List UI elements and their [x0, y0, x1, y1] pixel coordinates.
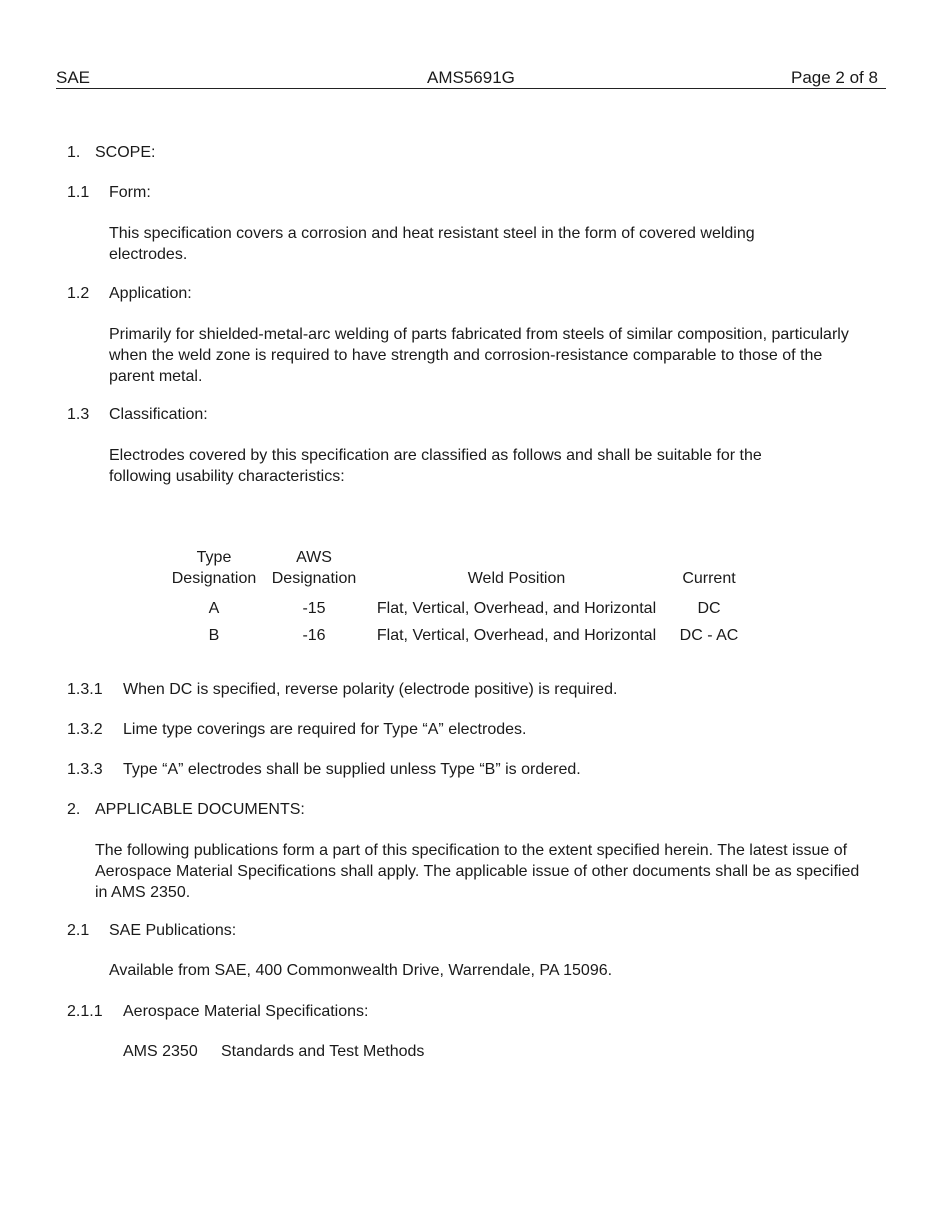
- classification-table: [164, 547, 749, 649]
- header-center: AMS5691G: [427, 68, 515, 87]
- col-header-aws-line1: AWS: [296, 549, 332, 566]
- section-2-title: APPLICABLE DOCUMENTS:: [95, 801, 305, 818]
- section-1-2-number: 1.2: [67, 285, 90, 302]
- section-1-3-1-number: 1.3.1: [67, 681, 103, 698]
- section-2-1-title: SAE Publications:: [109, 922, 237, 939]
- header-right: Page 2 of 8: [791, 68, 878, 87]
- section-1-1-body: This specification covers a corrosion and heat resistant steel in the form of covered welding electrodes.: [109, 225, 755, 263]
- section-1-1-title: Form:: [109, 184, 151, 201]
- col-header-aws: [264, 547, 364, 595]
- table-row: [164, 595, 749, 622]
- header-rule: [56, 88, 886, 89]
- section-1-3-1-text: When DC is specified, reverse polarity (electrode positive) is required.: [123, 681, 618, 698]
- section-2-body: The following publications form a part of this specification to the extent specified herein. The latest issue of Aerospace Material Specifications shall apply. The applicable issue of other documents shall be as specified in AMS 2350.: [95, 842, 860, 901]
- col-header-type-line1: Type: [196, 549, 232, 566]
- col-header-type: [164, 547, 264, 595]
- section-1-1-number: 1.1: [67, 184, 90, 201]
- reference-title: Standards and Test Methods: [221, 1043, 425, 1060]
- section-1-3-3-number: 1.3.3: [67, 761, 103, 778]
- section-1-3-2-text: Lime type coverings are required for Type “A” electrodes.: [123, 721, 527, 738]
- col-header-aws-line2: Designation: [271, 570, 357, 587]
- section-1-3-3-text: Type “A” electrodes shall be supplied unless Type “B” is ordered.: [123, 761, 581, 778]
- cell-current: DC - AC: [679, 627, 739, 644]
- section-1-number: 1.: [67, 144, 81, 161]
- section-1-3-2-number: 1.3.2: [67, 721, 103, 738]
- section-1-2-title: Application:: [109, 285, 192, 302]
- cell-weld-position: Flat, Vertical, Overhead, and Horizontal: [376, 600, 657, 617]
- section-2-1-1-number: 2.1.1: [67, 1003, 103, 1020]
- col-header-current: Current: [682, 570, 736, 587]
- col-header-weld-position: Weld Position: [467, 570, 566, 587]
- cell-aws: -15: [302, 600, 326, 617]
- table-header-row: [164, 547, 749, 595]
- cell-type: A: [208, 600, 220, 617]
- section-2-number: 2.: [67, 801, 81, 818]
- cell-weld-position: Flat, Vertical, Overhead, and Horizontal: [376, 627, 657, 644]
- section-2-1-1-title: Aerospace Material Specifications:: [123, 1003, 369, 1020]
- section-2-1-number: 2.1: [67, 922, 90, 939]
- cell-type: B: [208, 627, 220, 644]
- cell-aws: -16: [302, 627, 326, 644]
- reference-code: AMS 2350: [123, 1043, 198, 1060]
- section-1-3-title: Classification:: [109, 406, 208, 423]
- cell-current: DC: [697, 600, 721, 617]
- col-header-type-line2: Designation: [171, 570, 257, 587]
- table-row: [164, 622, 749, 649]
- section-1-2-body: Primarily for shielded-metal-arc welding of parts fabricated from steels of similar composition, particularly when the weld zone is required to have strength and corrosion-resistance comparable to those of the parent metal.: [109, 326, 849, 385]
- section-1-3-number: 1.3: [67, 406, 90, 423]
- section-1-title: SCOPE:: [95, 144, 156, 161]
- section-1-3-body: Electrodes covered by this specification are classified as follows and shall be suitable for the following usability characteristics:: [109, 447, 762, 485]
- section-2-1-body: Available from SAE, 400 Commonwealth Drive, Warrendale, PA 15096.: [109, 962, 613, 979]
- header-left: SAE: [56, 68, 91, 87]
